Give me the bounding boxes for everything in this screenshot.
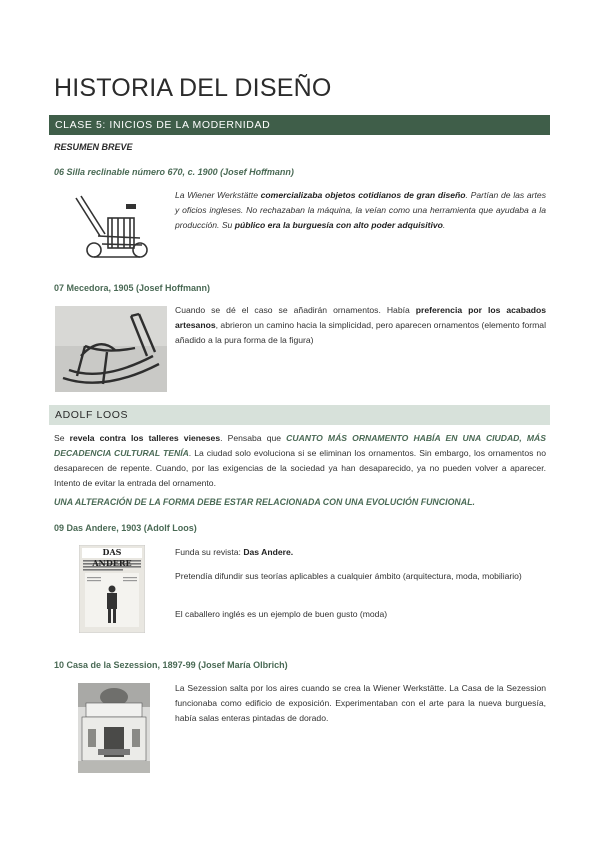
section-09-paragraph-2: Pretendía difundir sus teorías aplicables a cualquier ámbito (arquitectura, moda, mobiliario) (175, 571, 522, 581)
text-run: Se (54, 433, 70, 443)
bold-run: Das Andere. (243, 547, 294, 557)
section-06-heading: 06 Silla reclinable número 670, c. 1900 (Josef Hoffmann) (54, 167, 294, 177)
section-09-paragraph-1 (175, 545, 546, 560)
bold-run: comercializaba objetos cotidianos de gran diseño (260, 190, 466, 200)
section-07-heading: 07 Mecedora, 1905 (Josef Hoffmann) (54, 283, 211, 293)
text-run: . La ciudad solo evoluciona si se eliminan los ornamentos. Sin embargo, los ornamentos no desaparecen de repente. Cuando, por las exigencias de la sociedad ya han desaparecido, ya no pueden volver a aparecer. Intento de evitar la entrada del ornamento. (54, 448, 546, 488)
text-run: La Wiener Werkstätte (175, 190, 261, 200)
section-06-text (175, 188, 546, 233)
das-andere-cover-image (79, 545, 145, 633)
text-run: . (442, 220, 446, 230)
loos-text (54, 431, 546, 491)
text-run: . Partían de las artes y oficios ingleses. No rechazaban la máquina, la veían como una herramienta que ayudaba a la producción. Su (175, 190, 547, 230)
section-10-heading: 10 Casa de la Sezession, 1897-99 (Josef María Olbrich) (54, 660, 288, 670)
section-09-heading: 09 Das Andere, 1903 (Adolf Loos) (54, 523, 197, 533)
sezession-building-image (78, 683, 150, 773)
text-run: Funda su revista: (175, 547, 244, 557)
adolf-loos-band: ADOLF LOOS (49, 405, 550, 425)
section-07-text (175, 303, 546, 348)
page-title: HISTORIA DEL DISEÑO (54, 74, 332, 102)
bold-run: preferencia por los acabados artesanos (175, 305, 547, 330)
section-10-text: La Sezession salta por los aires cuando se crea la Wiener Werkstätte. La Casa de la Sezession funcionaba como edificio de exposición. Experimentaban con el arte para la nueva burguesía, había salas enteras pintadas de dorado. (175, 683, 546, 723)
summary-label: RESUMEN BREVE (54, 142, 133, 152)
section-09-paragraph-3: El caballero inglés es un ejemplo de buen gusto (moda) (175, 609, 388, 619)
text-run: , abrieron un camino hacia la simplicidad, pero aparecen ornamentos (elemento formal añadido a la pura forma de la figura) (175, 320, 546, 345)
emphasis-run: CUANTO MÁS ORNAMENTO HABÍA EN UNA CIUDAD, MÁS DECADENCIA CULTURAL TENÍA (54, 433, 546, 458)
class-band: CLASE 5: INICIOS DE LA MODERNIDAD (49, 115, 550, 135)
reclining-chair-image (68, 188, 158, 266)
rocking-chair-image (55, 306, 167, 392)
text-run: . Pensaba que (220, 433, 287, 443)
loos-quote: UNA ALTERACIÓN DE LA FORMA DEBE ESTAR RELACIONADA CON UNA EVOLUCIÓN FUNCIONAL. (54, 497, 475, 507)
bold-run: revela contra los talleres vieneses (69, 433, 221, 443)
cover-title: DAS ANDERE (92, 547, 132, 568)
bold-run: público era la burguesía con alto poder adquisitivo (234, 220, 443, 230)
text-run: Cuando se dé el caso se añadirán ornamentos. Había (175, 305, 416, 315)
